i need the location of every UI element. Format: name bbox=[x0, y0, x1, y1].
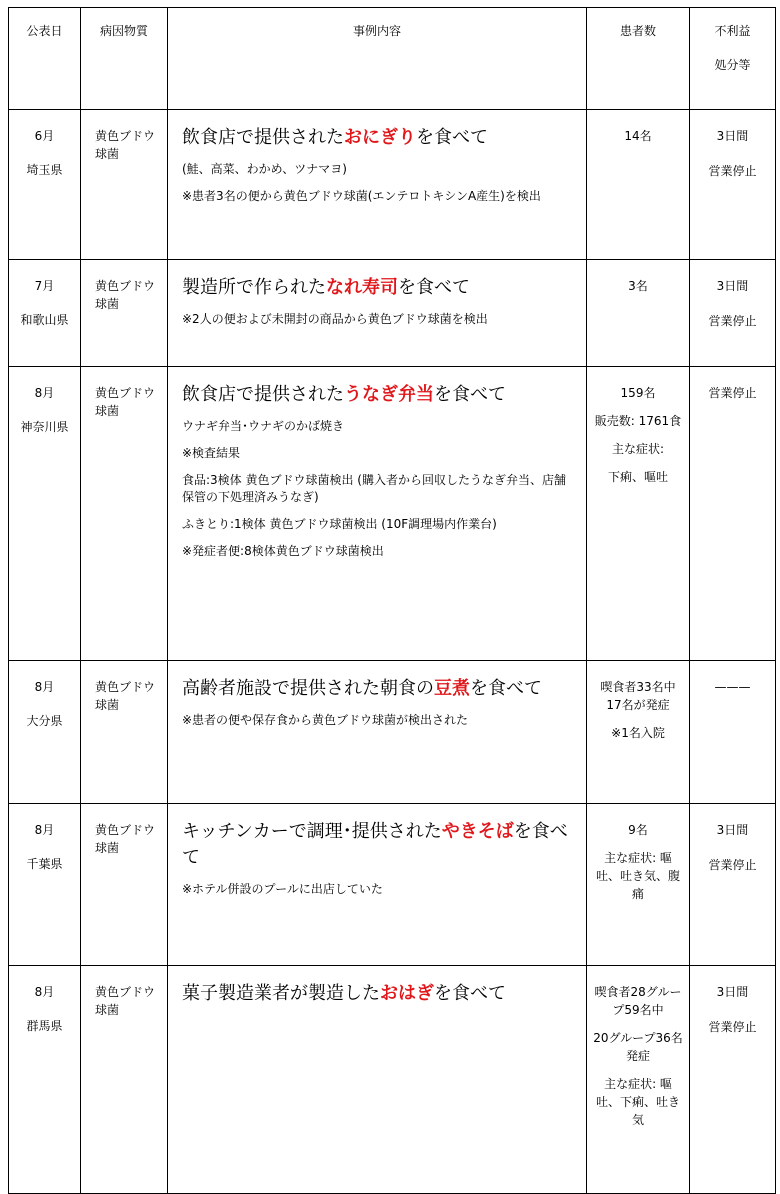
title-pre: キッチンカーで調理･提供された bbox=[182, 821, 442, 842]
header-date: 公表日 bbox=[9, 8, 81, 110]
title-pre: 高齢者施設で提供された朝食の bbox=[182, 678, 434, 699]
table-row bbox=[9, 110, 776, 260]
agent-cell: 黄色ブドウ球菌 bbox=[81, 661, 168, 804]
title-post: を食べて bbox=[416, 127, 488, 148]
title-pre: 飲食店で提供された bbox=[182, 127, 344, 148]
title-pre: 菓子製造業者が製造した bbox=[182, 983, 380, 1004]
action-cell bbox=[690, 804, 776, 966]
patients-cell bbox=[587, 661, 690, 804]
title-post: を食べて bbox=[434, 983, 506, 1004]
patients-cell bbox=[587, 110, 690, 260]
date-cell bbox=[9, 661, 81, 804]
case-title bbox=[182, 819, 574, 871]
patients-line: 主な症状: 嘔吐、下痢、吐き気 bbox=[595, 1077, 680, 1127]
detail-line: ウナギ弁当･ウナギのかば焼き bbox=[182, 419, 345, 433]
detail-line: ふきとり:1検体 黄色ブドウ球菌検出 (10F調理場内作業台) bbox=[182, 517, 497, 531]
action-line: 3日間 bbox=[716, 129, 749, 143]
prefecture: 群馬県 bbox=[26, 1019, 63, 1033]
case-details bbox=[182, 311, 574, 328]
header-content: 事例内容 bbox=[168, 8, 587, 110]
patients-line: 喫食者33名中17名が発症 bbox=[600, 680, 676, 712]
food-highlight: やきそば bbox=[441, 821, 514, 842]
header-agent: 病因物質 bbox=[81, 8, 168, 110]
patients-line: 20グループ36名発症 bbox=[593, 1031, 683, 1063]
patients-cell bbox=[587, 804, 690, 966]
month: 8月 bbox=[34, 386, 55, 400]
action-cell bbox=[690, 110, 776, 260]
detail-line: ※ホテル併設のプールに出店していた bbox=[182, 882, 383, 896]
prefecture: 和歌山県 bbox=[20, 313, 69, 327]
header-patients: 患者数 bbox=[587, 8, 690, 110]
header-action-line2: 処分等 bbox=[714, 58, 751, 72]
prefecture: 神奈川県 bbox=[20, 420, 69, 434]
case-details bbox=[182, 418, 574, 560]
case-details bbox=[182, 712, 574, 729]
header-action-line1: 不利益 bbox=[714, 24, 751, 38]
case-details bbox=[182, 161, 574, 205]
table-row bbox=[9, 367, 776, 661]
patients-line: 販売数: 1761食 bbox=[594, 414, 682, 428]
food-poisoning-table bbox=[8, 7, 776, 1194]
case-details bbox=[182, 881, 574, 898]
action-cell bbox=[690, 966, 776, 1194]
action-line: 営業停止 bbox=[708, 164, 757, 178]
patients-line: 14名 bbox=[624, 129, 652, 143]
patients-line: 主な症状: 嘔吐、吐き気、腹痛 bbox=[595, 851, 680, 901]
action-line: 営業停止 bbox=[708, 1020, 757, 1034]
date-cell bbox=[9, 110, 81, 260]
patients-cell bbox=[587, 966, 690, 1194]
title-post: を食べて bbox=[470, 678, 542, 699]
food-highlight: なれ寿司 bbox=[326, 277, 398, 298]
content-cell bbox=[168, 966, 587, 1194]
content-cell bbox=[168, 804, 587, 966]
case-title bbox=[182, 981, 574, 1007]
case-title bbox=[182, 125, 574, 151]
content-cell bbox=[168, 661, 587, 804]
food-highlight: 豆煮 bbox=[434, 678, 470, 699]
detail-line: (鮭、高菜、わかめ、ツナマヨ) bbox=[182, 162, 347, 176]
patients-line: 喫食者28グループ59名中 bbox=[594, 985, 682, 1017]
table-row bbox=[9, 804, 776, 966]
patients-line: 9名 bbox=[628, 823, 648, 837]
action-line: 営業停止 bbox=[708, 314, 757, 328]
title-post: を食べて bbox=[434, 384, 506, 405]
date-cell bbox=[9, 367, 81, 661]
patients-line: 3名 bbox=[628, 279, 648, 293]
case-title bbox=[182, 676, 574, 702]
agent-cell: 黄色ブドウ球菌 bbox=[81, 110, 168, 260]
month: 6月 bbox=[34, 129, 55, 143]
patients-cell bbox=[587, 260, 690, 367]
title-post: を食べて bbox=[398, 277, 470, 298]
action-cell bbox=[690, 260, 776, 367]
agent-cell: 黄色ブドウ球菌 bbox=[81, 367, 168, 661]
month: 8月 bbox=[34, 823, 55, 837]
table-row bbox=[9, 661, 776, 804]
month: 8月 bbox=[34, 985, 55, 999]
action-line: 3日間 bbox=[716, 279, 749, 293]
patients-line: 主な症状: bbox=[611, 442, 665, 456]
content-cell bbox=[168, 110, 587, 260]
title-pre: 製造所で作られた bbox=[182, 277, 326, 298]
action-cell bbox=[690, 367, 776, 661]
food-highlight: おはぎ bbox=[380, 983, 434, 1004]
date-cell bbox=[9, 966, 81, 1194]
action-line: 3日間 bbox=[716, 985, 749, 999]
table-row bbox=[9, 260, 776, 367]
agent-cell: 黄色ブドウ球菌 bbox=[81, 804, 168, 966]
month: 8月 bbox=[34, 680, 55, 694]
action-line: ——— bbox=[714, 680, 751, 694]
prefecture: 千葉県 bbox=[26, 857, 63, 871]
patients-line: 159名 bbox=[620, 386, 656, 400]
prefecture: 埼玉県 bbox=[26, 163, 63, 177]
action-line: 営業停止 bbox=[708, 858, 757, 872]
header-row bbox=[9, 8, 776, 110]
title-post: を食べて bbox=[182, 821, 568, 868]
table-row bbox=[9, 966, 776, 1194]
patients-line: ※1名入院 bbox=[611, 726, 665, 740]
content-cell bbox=[168, 367, 587, 661]
content-cell bbox=[168, 260, 587, 367]
month: 7月 bbox=[34, 279, 55, 293]
action-line: 3日間 bbox=[716, 823, 749, 837]
action-cell bbox=[690, 661, 776, 804]
header-action bbox=[690, 8, 776, 110]
patients-line: 下痢、嘔吐 bbox=[607, 470, 668, 484]
date-cell bbox=[9, 260, 81, 367]
detail-line: ※患者の便や保存食から黄色ブドウ球菌が検出された bbox=[182, 713, 469, 727]
title-pre: 飲食店で提供された bbox=[182, 384, 344, 405]
case-title bbox=[182, 275, 574, 301]
detail-line: ※発症者便:8検体黄色ブドウ球菌検出 bbox=[182, 544, 384, 558]
detail-line: ※検査結果 bbox=[182, 446, 241, 460]
food-highlight: うなぎ弁当 bbox=[344, 384, 434, 405]
case-title bbox=[182, 382, 574, 408]
detail-line: ※患者3名の便から黄色ブドウ球菌(エンテロトキシンA産生)を検出 bbox=[182, 189, 541, 203]
date-cell bbox=[9, 804, 81, 966]
detail-line: ※2人の便および未開封の商品から黄色ブドウ球菌を検出 bbox=[182, 312, 488, 326]
agent-cell: 黄色ブドウ球菌 bbox=[81, 966, 168, 1194]
action-line: 営業停止 bbox=[708, 386, 757, 400]
food-highlight: おにぎり bbox=[344, 127, 416, 148]
prefecture: 大分県 bbox=[26, 714, 63, 728]
detail-line: 食品:3検体 黄色ブドウ球菌検出 (購入者から回収したうなぎ弁当、店舗保管の下処理済みうなぎ) bbox=[182, 473, 566, 504]
patients-cell bbox=[587, 367, 690, 661]
agent-cell: 黄色ブドウ球菌 bbox=[81, 260, 168, 367]
